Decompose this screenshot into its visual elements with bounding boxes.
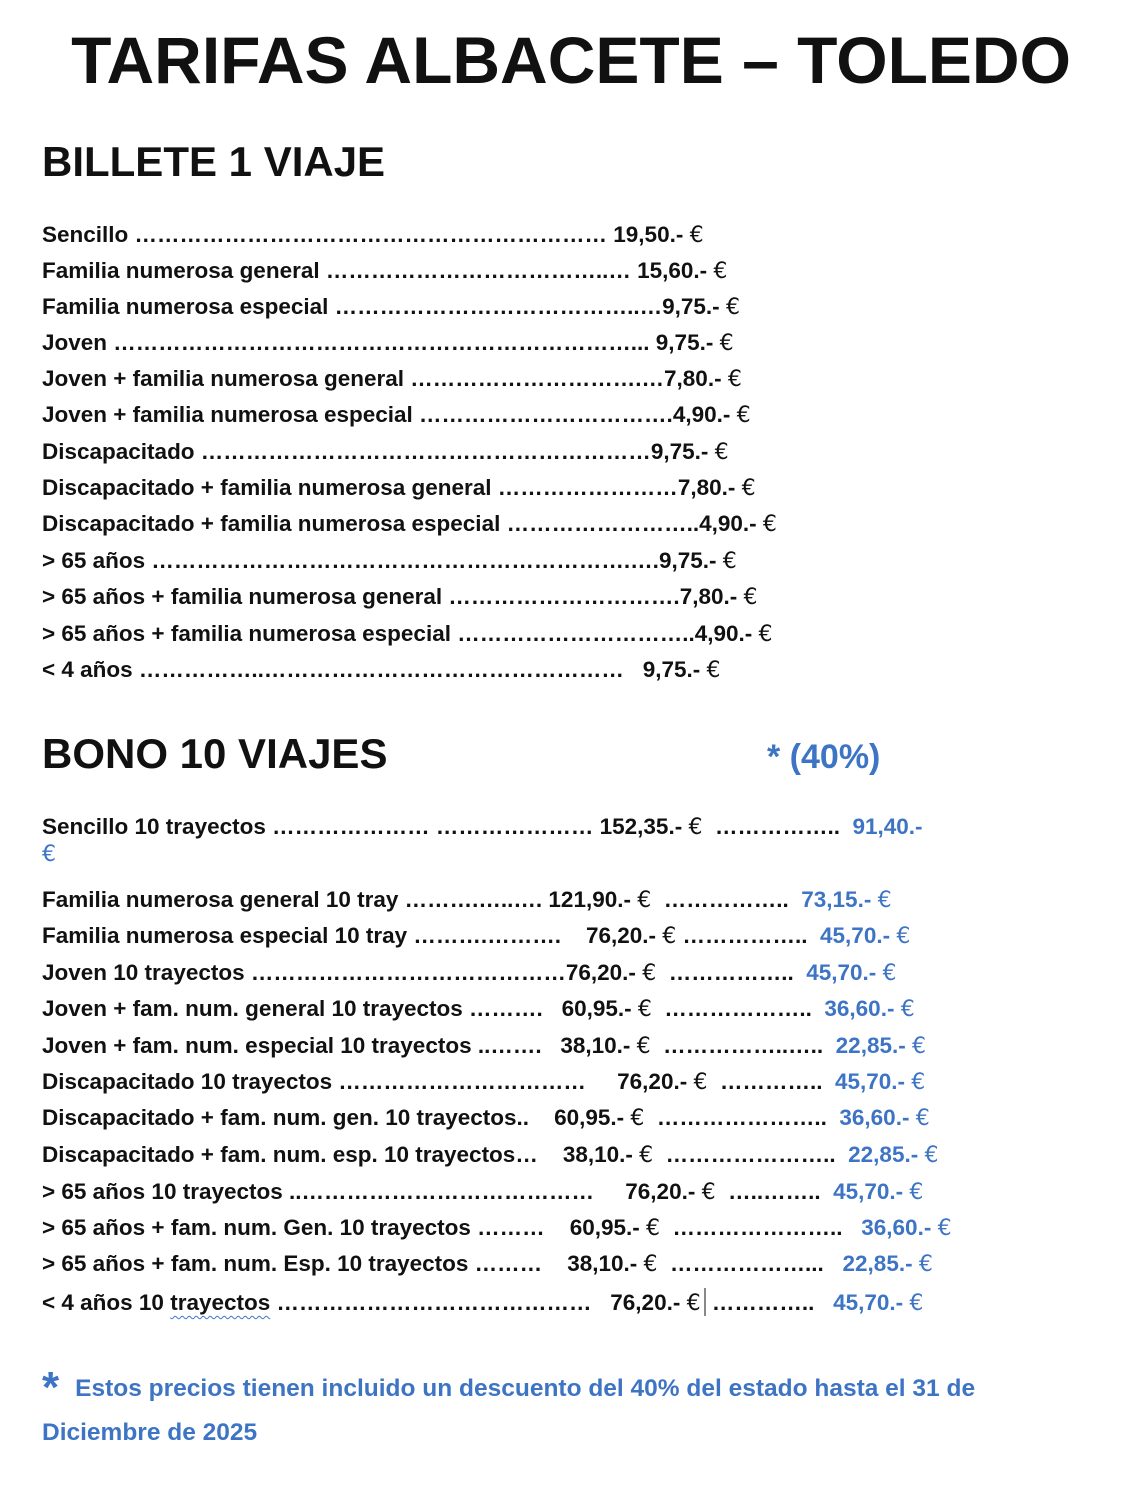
asterisk-marker: *	[42, 1363, 60, 1412]
euro-sign: €	[900, 997, 915, 1022]
bono-row	[42, 1033, 926, 1060]
euro-sign: €	[722, 549, 737, 574]
fare-label: Discapacitado + fam. num. esp. 10 trayectos…	[42, 1142, 563, 1167]
dot-leader: …………..	[705, 1290, 834, 1315]
billete-row	[42, 366, 742, 393]
fare-price: 76,20.-	[625, 1179, 702, 1204]
fare-price: 152,35.-	[599, 814, 689, 839]
euro-sign: €	[909, 1180, 924, 1205]
billete-row	[42, 294, 740, 321]
discounted-price: 45,70.-	[833, 1179, 910, 1204]
fare-price: 7,80.-	[664, 366, 728, 391]
fare-label: Sencillo 10 trayectos ………………… …………………	[42, 814, 600, 839]
discounted-price: 22,85.-	[848, 1142, 925, 1167]
bono-row	[42, 1288, 923, 1317]
fare-price: 38,10.-	[560, 1033, 637, 1058]
fare-label: > 65 años 10 trayectos ..…………………………………	[42, 1179, 626, 1204]
fare-label: Familia numerosa especial …………………………………..…	[42, 294, 663, 319]
billete-row	[42, 222, 704, 249]
euro-sign: €	[924, 1143, 939, 1168]
fare-price: 9,75.-	[642, 657, 707, 682]
bono-row	[42, 1105, 930, 1132]
euro-sign: €	[642, 961, 657, 986]
fare-label: Discapacitado ……………………………………………………	[42, 439, 651, 464]
euro-sign: €	[911, 1070, 926, 1095]
bono-row	[42, 814, 923, 868]
bono-row	[42, 1215, 952, 1242]
bono-row	[42, 1179, 923, 1206]
fare-price: 76,20.-	[585, 923, 663, 948]
euro-sign: €	[762, 512, 777, 537]
discounted-price: 73,15.-	[801, 887, 878, 912]
euro-sign: €	[689, 223, 704, 248]
fare-label: > 65 años + fam. num. Esp. 10 trayectos ………	[42, 1251, 568, 1276]
euro-sign: €	[42, 842, 56, 867]
euro-sign: €	[662, 924, 677, 949]
fare-label: > 65 años + familia numerosa general ………………………….	[42, 584, 680, 609]
billete-row	[42, 258, 727, 285]
fare-label: Joven + familia numerosa general ………………………….…	[42, 366, 665, 391]
fare-price: 60,95.-	[554, 1105, 631, 1130]
fare-label: < 4 años ……………..…………………………………………	[42, 657, 643, 682]
dot-leader: ………………...	[657, 1251, 843, 1276]
discount-note	[42, 1363, 1092, 1455]
billete-row	[42, 584, 757, 611]
euro-sign: €	[688, 815, 703, 840]
fare-price: 9,75.-	[650, 439, 715, 464]
euro-sign: €	[937, 1216, 952, 1241]
euro-sign: €	[706, 658, 721, 683]
fare-label: > 65 años ……………………………………………………….….	[42, 548, 659, 573]
bono-row	[42, 887, 892, 914]
fare-price: 4,90.-	[694, 621, 759, 646]
euro-sign: €	[736, 403, 751, 428]
billete-row	[42, 475, 756, 502]
discounted-price: 45,70.-	[806, 960, 883, 985]
dot-leader: …………………..	[660, 1215, 862, 1240]
fare-label: Discapacitado + familia numerosa general ……………………	[42, 475, 678, 500]
fare-label: Joven ……………………………………………………………...	[42, 330, 656, 355]
fare-label: Discapacitado 10 trayectos ……………………………	[42, 1069, 618, 1094]
fare-label: Discapacitado + fam. num. gen. 10 trayectos..	[42, 1105, 555, 1130]
fare-price: 76,20.-	[565, 960, 643, 985]
fare-label: Joven + fam. num. general 10 trayectos ……….	[42, 996, 562, 1021]
dot-leader: …………………..	[653, 1142, 849, 1167]
dot-leader: …………………..	[644, 1105, 840, 1130]
discount-label: * (40%)	[767, 738, 881, 776]
dot-leader: ……………..	[702, 814, 853, 839]
bono-row	[42, 1142, 938, 1169]
fare-price: 9,75.-	[662, 294, 726, 319]
euro-sign: €	[639, 1143, 654, 1168]
fare-label: < 4 años 10	[42, 1290, 171, 1315]
discounted-price: 36,60.-	[824, 996, 901, 1021]
fare-price: 60,95.-	[569, 1215, 646, 1240]
fare-price: 38,10.-	[567, 1251, 644, 1276]
euro-sign: €	[636, 1034, 651, 1059]
euro-sign: €	[693, 1070, 708, 1095]
fare-price: 9,75.-	[658, 548, 723, 573]
fare-label: Familia numerosa general ………………………………..…	[42, 258, 638, 283]
fare-label: Familia numerosa general 10 tray ……….…..….	[42, 887, 549, 912]
euro-sign: €	[882, 961, 897, 986]
dot-leader: …………..	[707, 1069, 835, 1094]
dot-leader: ……………..	[656, 960, 807, 985]
bono-row	[42, 923, 910, 950]
note-text: Estos precios tienen incluido un descuento del 40% del estado hasta el 31 de Diciembre de 2025	[42, 1375, 976, 1446]
billete-row	[42, 621, 773, 648]
bono-row	[42, 996, 915, 1023]
euro-sign: €	[896, 924, 911, 949]
fare-price: 76,20.-	[617, 1069, 694, 1094]
fare-price: 19,50.-	[613, 222, 690, 247]
fare-label: Joven + familia numerosa especial …………………………….	[42, 402, 673, 427]
euro-sign: €	[637, 888, 652, 913]
fare-price: 15,60.-	[637, 258, 714, 283]
billete-row	[42, 330, 734, 357]
euro-sign: €	[727, 367, 742, 392]
discounted-price: 22,85.-	[842, 1251, 919, 1276]
fare-price: 38,10.-	[562, 1142, 640, 1167]
discounted-price: 36,60.-	[861, 1215, 938, 1240]
fare-label: Joven 10 trayectos ……………………………………	[42, 960, 566, 985]
fare-price: 60,95.-	[561, 996, 638, 1021]
dot-leader: ………………..	[651, 996, 825, 1021]
fare-label: ……………………………………	[270, 1290, 611, 1315]
fare-label: Discapacitado + familia numerosa especial ……………………..	[42, 511, 700, 536]
euro-sign: €	[637, 997, 652, 1022]
fare-price: 76,20.-	[610, 1290, 687, 1315]
billete-row	[42, 439, 729, 466]
dot-leader: ……………..	[676, 923, 821, 948]
fare-label-word: trayectos	[170, 1290, 271, 1315]
euro-sign: €	[630, 1106, 645, 1131]
dot-leader: ……………..…..	[650, 1033, 836, 1058]
euro-sign: €	[911, 1034, 926, 1059]
fare-price: 7,80.-	[679, 584, 744, 609]
fare-price: 4,90.-	[672, 402, 737, 427]
euro-sign: €	[713, 259, 728, 284]
billete-row	[42, 548, 737, 575]
section-heading-billete: BILLETE 1 VIAJE	[42, 138, 386, 185]
fare-label: Sencillo ………………………………………………………	[42, 222, 614, 247]
discounted-price: 45,70.-	[834, 1069, 912, 1094]
fare-label: > 65 años + familia numerosa especial …………………………..	[42, 621, 695, 646]
euro-sign: €	[758, 622, 773, 647]
discounted-price: 45,70.-	[820, 923, 897, 948]
fare-label: Familia numerosa especial 10 tray ……….……….	[42, 923, 586, 948]
euro-sign: €	[719, 331, 734, 356]
euro-sign: €	[741, 476, 756, 501]
euro-sign: €	[743, 585, 758, 610]
euro-sign: €	[646, 1216, 660, 1241]
page-title: TARIFAS ALBACETE – TOLEDO	[71, 23, 1071, 97]
discounted-price: 22,85.-	[835, 1033, 912, 1058]
billete-row	[42, 511, 777, 538]
dot-leader: ……………..	[651, 887, 802, 912]
fare-label: > 65 años + fam. num. Gen. 10 trayectos ………	[42, 1215, 570, 1240]
euro-sign: €	[909, 1291, 924, 1316]
euro-sign: €	[701, 1180, 716, 1205]
discounted-price: 91,40.-	[852, 814, 923, 839]
fare-price: 9,75.-	[655, 330, 720, 355]
euro-sign: €	[714, 440, 729, 465]
billete-row	[42, 402, 751, 429]
bono-row	[42, 1251, 933, 1278]
billete-row	[42, 657, 720, 684]
bono-row	[42, 960, 897, 987]
dot-leader: …..……..	[715, 1179, 834, 1204]
fare-price: 4,90.-	[699, 511, 763, 536]
bono-row	[42, 1069, 925, 1096]
euro-sign: €	[643, 1252, 658, 1277]
discounted-price: 45,70.-	[833, 1290, 910, 1315]
fare-price: 121,90.-	[548, 887, 638, 912]
euro-sign: €	[915, 1106, 930, 1131]
euro-sign: €	[686, 1291, 701, 1316]
fare-label: Joven + fam. num. especial 10 trayectos ..…….	[42, 1033, 561, 1058]
section-heading-bono: BONO 10 VIAJES	[42, 730, 388, 777]
fare-price: 7,80.-	[677, 475, 742, 500]
euro-sign: €	[725, 295, 740, 320]
euro-sign: €	[877, 888, 892, 913]
euro-sign: €	[918, 1252, 933, 1277]
discounted-price: 36,60.-	[839, 1105, 916, 1130]
